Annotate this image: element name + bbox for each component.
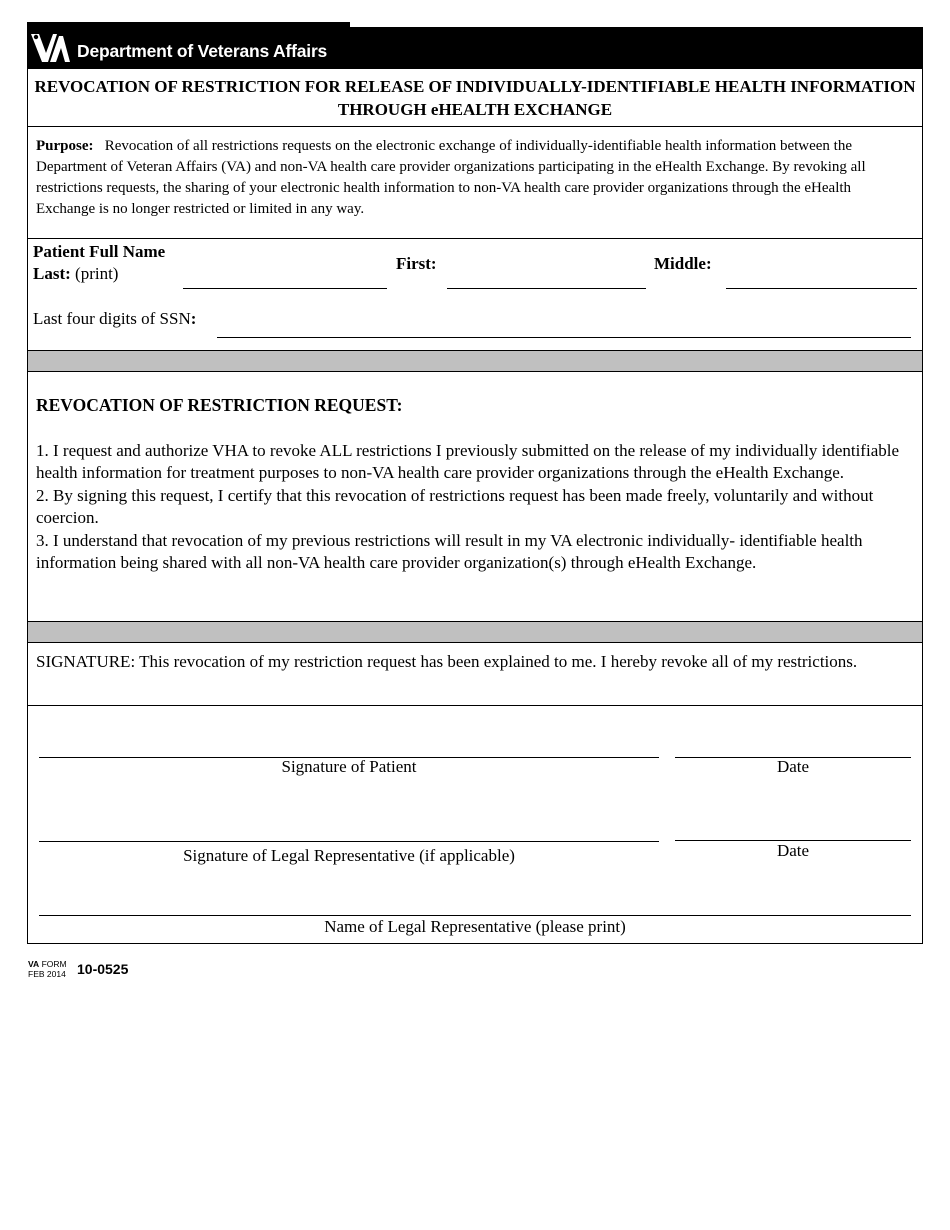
form-title: REVOCATION OF RESTRICTION FOR RELEASE OF INDIVIDUALLY-IDENTIFIABLE HEALTH INFORMATION THROUGH eHEALTH EXCHANGE (34, 77, 916, 119)
ssn-field[interactable] (217, 337, 911, 338)
last-name-label (33, 264, 118, 284)
request-item: 2. By signing this request, I certify that this revocation of restrictions request has been made freely, voluntarily and without coercion. (36, 485, 874, 528)
purpose-text: Revocation of all restrictions requests on the electronic exchange of individually-identifiable health information between the Department of Veteran Affairs (VA) and non-VA health care provider organizations participating in the eHealth Exchange. By revoking all restrictions requests, the sharing of your electronic health information to non-VA health care provider organizations through the eHealth Exchange is no longer restricted or limited in any way. (36, 138, 866, 217)
form-number: 10-0525 (77, 961, 129, 977)
ssn-label (33, 309, 196, 329)
footer-form-word: FORM (41, 959, 67, 969)
middle-name-field[interactable] (726, 288, 917, 289)
middle-name-label: Middle: (654, 254, 712, 273)
footer-date: FEB 2014 (28, 969, 66, 979)
purpose-paragraph (36, 136, 906, 220)
request-item: 3. I understand that revocation of my previous restrictions will result in my VA electronic individually- identifiable health information being shared with all non-VA health care provider organization(s) through eHealth Exchange. (36, 530, 863, 573)
section-separator-band (28, 621, 922, 643)
divider (28, 126, 922, 127)
request-list (36, 440, 906, 574)
divider (28, 238, 922, 239)
footer-va: VA (28, 959, 40, 969)
rep-name-label: Name of Legal Representative (please print) (324, 917, 626, 936)
patient-date-label: Date (776, 757, 810, 776)
va-logo-icon (30, 31, 70, 65)
last-name-field[interactable] (183, 288, 387, 289)
rep-date-label: Date (776, 841, 810, 860)
rep-name-field[interactable] (39, 915, 911, 916)
first-name-field[interactable] (447, 288, 646, 289)
department-name: Department of Veterans Affairs (77, 41, 328, 61)
request-heading: REVOCATION OF RESTRICTION REQUEST: (36, 395, 403, 415)
rep-signature-field[interactable] (39, 841, 659, 842)
first-name-label: First: (396, 254, 437, 273)
request-item: 1. I request and authorize VHA to revoke ALL restrictions I previously submitted on the release of my individually identifiable health information for treatment purposes to non-VA health care provider organizations through the eHealth Exchange. (36, 441, 900, 483)
signature-statement: SIGNATURE: This revocation of my restriction request has been explained to me. I hereby revoke all of my restrictions. (36, 652, 858, 671)
last-label: Last: (33, 264, 71, 283)
ssn-colon: : (190, 309, 197, 328)
patient-full-name-label: Patient Full Name (33, 242, 166, 261)
section-separator-band (28, 350, 922, 372)
purpose-label: Purpose: (36, 138, 94, 154)
last-print-hint: (print) (75, 264, 119, 283)
divider (28, 705, 922, 706)
form-body (27, 68, 923, 944)
form-footer-meta (28, 959, 67, 979)
ssn-label-text: Last four digits of SSN (33, 309, 191, 328)
patient-signature-label: Signature of Patient (281, 757, 417, 776)
rep-signature-label: Signature of Legal Representative (if applicable) (183, 846, 515, 865)
